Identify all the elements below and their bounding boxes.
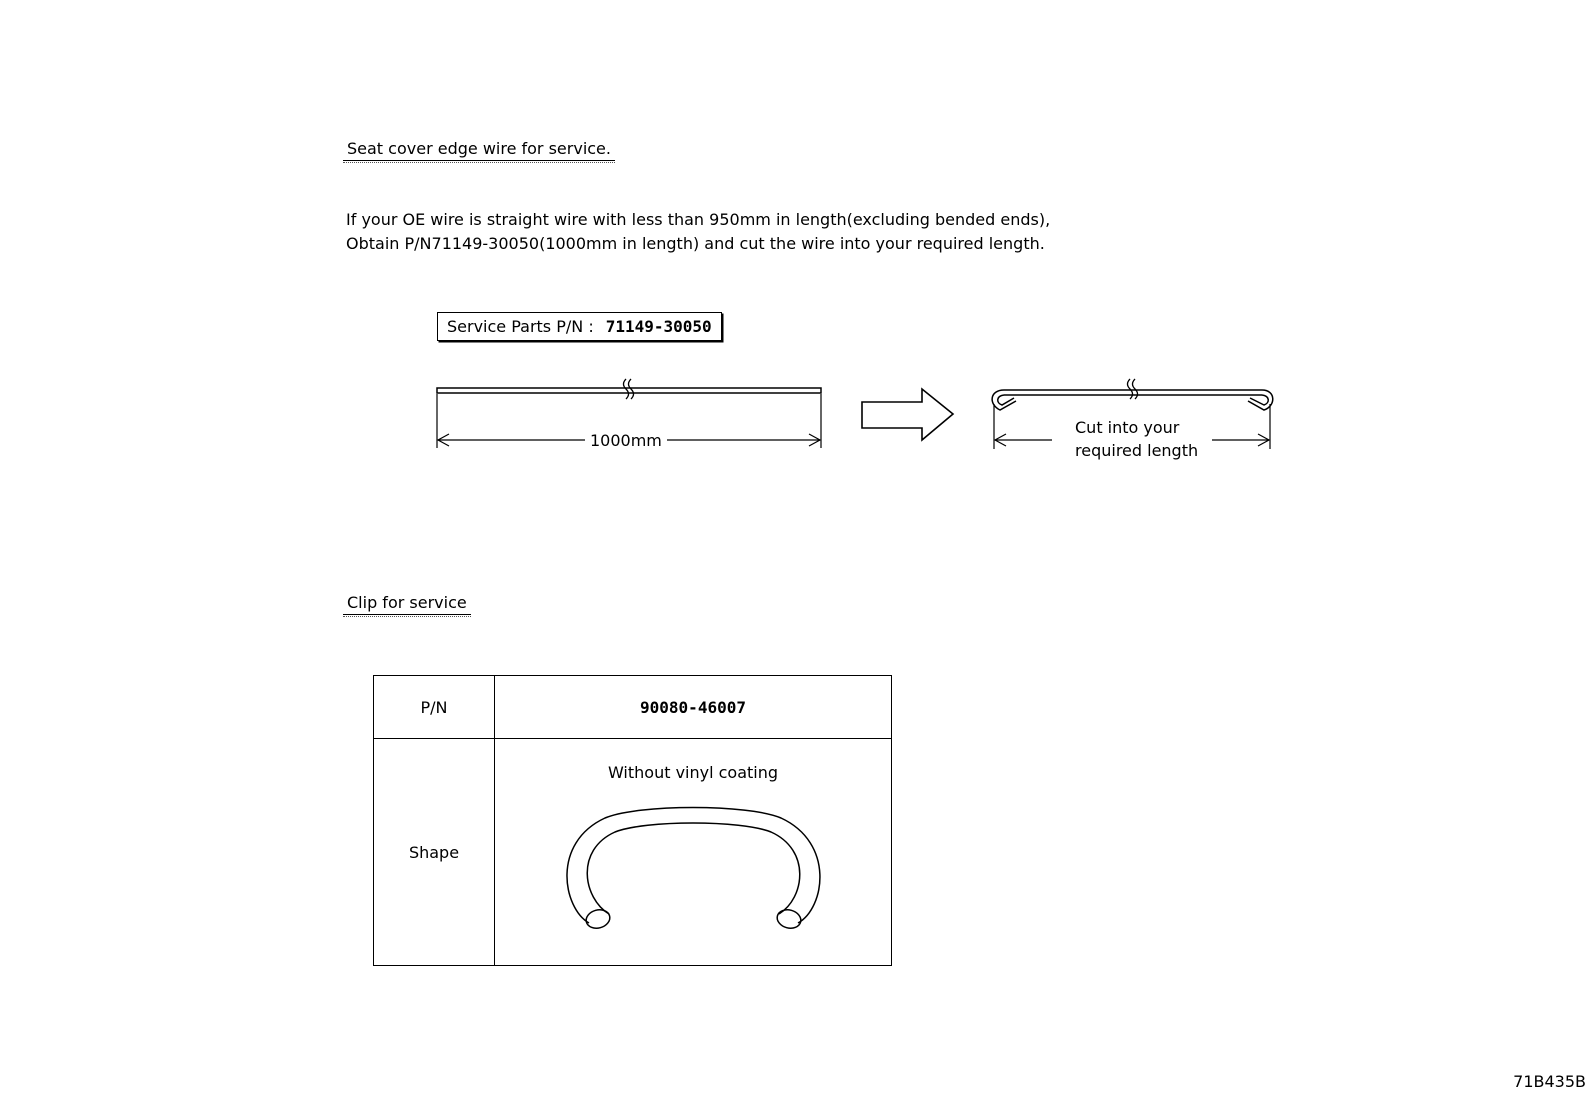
service-parts-label: Service Parts P/N : (447, 317, 594, 336)
section-heading-edge-wire: Seat cover edge wire for service. (343, 139, 615, 161)
instruction-line-1: If your OE wire is straight wire with less than 950mm in length(excluding bended ends), (346, 210, 1051, 229)
pn-value-cell (495, 676, 892, 739)
clip-table (373, 675, 892, 966)
right-arrow-icon (862, 389, 953, 440)
pn-label-cell: P/N (374, 676, 495, 739)
table-row-shape (374, 739, 892, 966)
shape-cell (495, 739, 892, 966)
straight-wire (437, 388, 821, 393)
instruction-line-2: Obtain P/N71149-30050(1000mm in length) and cut the wire into your required length. (346, 234, 1045, 253)
pn-value: 90080-46007 (640, 697, 746, 717)
break-mark-icon (624, 379, 634, 399)
break-mark-icon (1128, 379, 1138, 399)
shape-label-cell: Shape (374, 739, 495, 966)
cut-label-line-2: required length (1075, 441, 1199, 460)
cut-label-line-1: Cut into your (1075, 418, 1180, 437)
clip-shape-icon (553, 798, 833, 948)
shape-note: Without vinyl coating (607, 763, 779, 782)
service-parts-number: 71149-30050 (605, 317, 712, 336)
length-label-1000mm: 1000mm (590, 431, 662, 450)
table-row-pn (374, 676, 892, 739)
figure-code: 71B435B (1513, 1072, 1586, 1091)
section-heading-clip: Clip for service (343, 593, 471, 615)
